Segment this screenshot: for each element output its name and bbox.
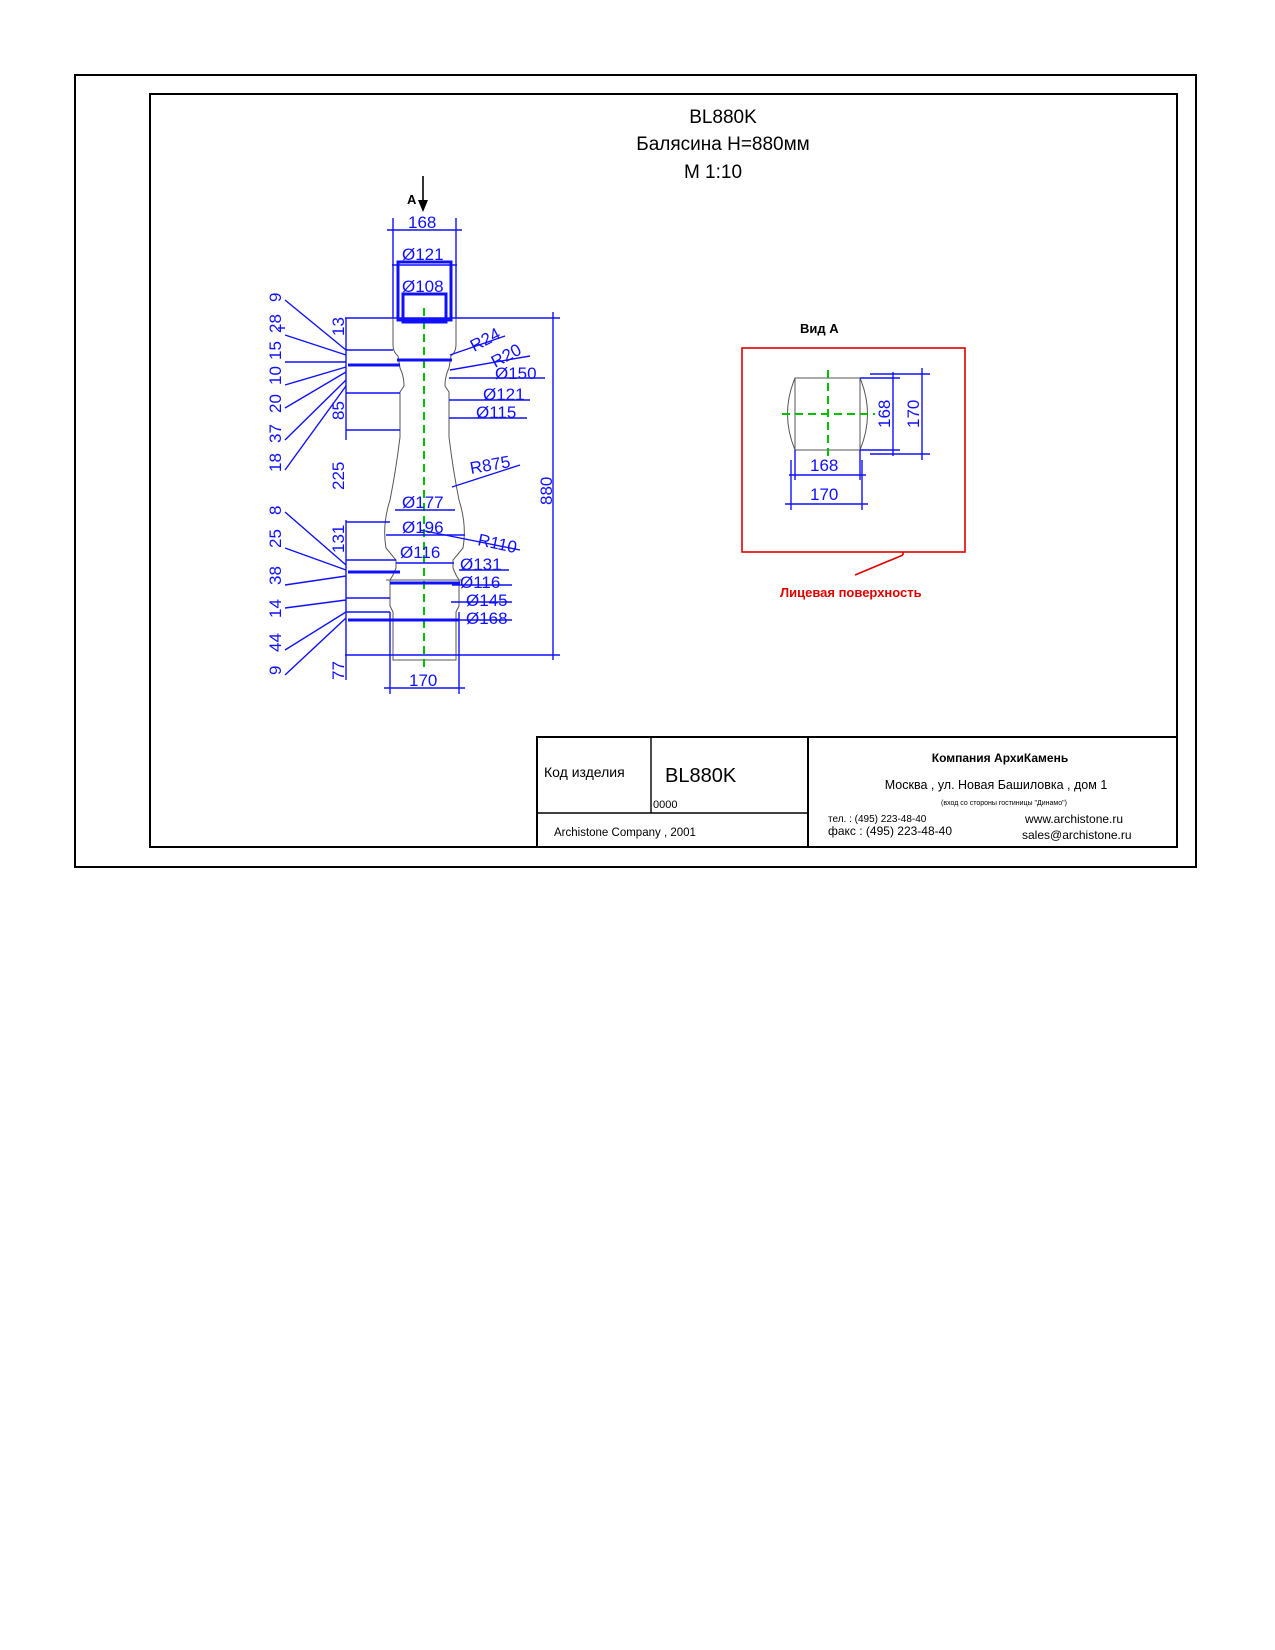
company-name: Компания АрхиКамень bbox=[931, 751, 1069, 765]
dim-d116-mid: Ø116 bbox=[400, 543, 441, 562]
view-a-label: Вид А bbox=[800, 321, 839, 336]
dim-d145: Ø145 bbox=[466, 591, 508, 610]
baluster-view bbox=[266, 176, 560, 694]
dim-radius-r110: R110 bbox=[476, 530, 519, 558]
dim-d150: Ø150 bbox=[495, 364, 537, 383]
drawing-name-title: Балясина H=880мм bbox=[636, 134, 810, 155]
dim-inner-height: 131 bbox=[329, 524, 348, 553]
drawing-scale-title: М 1:10 bbox=[683, 162, 743, 183]
dim-inner-height: 225 bbox=[329, 461, 348, 490]
drawing-code-title: BL880K bbox=[689, 107, 757, 128]
face-label-leader bbox=[855, 555, 903, 575]
view-a bbox=[742, 321, 965, 600]
dim-stack-lower: 25 bbox=[266, 529, 285, 548]
dim-inner-height: 85 bbox=[329, 401, 348, 420]
dim-d121-mid: Ø121 bbox=[483, 385, 525, 404]
copyright: Archistone Company , 2001 bbox=[554, 827, 696, 839]
company-fax: факс : (495) 223-48-40 bbox=[828, 824, 952, 838]
dim-stack-upper: 10 bbox=[266, 366, 285, 385]
outer-frame bbox=[75, 75, 1196, 867]
dim-stack-upper: 28 bbox=[266, 314, 285, 333]
view-a-inner-height: 168 bbox=[875, 399, 894, 428]
company-address-note: (вход со стороны гостиницы "Динамо") bbox=[941, 800, 1067, 807]
dim-total-height: 880 bbox=[537, 476, 556, 505]
company-website[interactable]: www.archistone.ru bbox=[1025, 812, 1124, 826]
dim-radius-r24: R24 bbox=[466, 324, 504, 356]
dim-d116-low: Ø116 bbox=[460, 573, 501, 592]
dim-d196: Ø196 bbox=[402, 518, 444, 537]
dim-stack-lower: 8 bbox=[266, 505, 285, 515]
dim-inner-height: 13 bbox=[329, 317, 348, 336]
code-sub: 0000 bbox=[653, 799, 678, 811]
dim-bottom-width: 170 bbox=[409, 671, 438, 690]
title-block bbox=[537, 737, 1177, 847]
view-a-outer-height: 170 bbox=[904, 399, 923, 428]
dim-d121-top: Ø121 bbox=[402, 245, 444, 264]
dim-radius-r875: R875 bbox=[468, 452, 512, 478]
face-label: Лицевая поверхность bbox=[780, 585, 922, 600]
dim-stack-upper: 18 bbox=[266, 453, 285, 472]
view-a-inner-width: 168 bbox=[810, 456, 839, 475]
dim-d131: Ø131 bbox=[460, 555, 502, 574]
dim-d168: Ø168 bbox=[466, 609, 508, 628]
dim-d108: Ø108 bbox=[402, 277, 444, 296]
code-value: BL880K bbox=[665, 765, 737, 787]
company-email[interactable]: sales@archistone.ru bbox=[1022, 828, 1132, 842]
dim-stack-lower: 14 bbox=[266, 599, 285, 618]
dim-stack-upper: 15 bbox=[266, 341, 285, 360]
dim-inner-height: 77 bbox=[329, 661, 348, 680]
dim-top-width: 168 bbox=[408, 213, 437, 232]
dim-radius-r20: R20 bbox=[487, 340, 525, 372]
view-arrow-head bbox=[418, 200, 428, 212]
view-a-outer-width: 170 bbox=[810, 485, 839, 504]
dim-d177: Ø177 bbox=[402, 493, 444, 512]
inner-frame bbox=[150, 94, 1177, 847]
code-label: Код изделия bbox=[544, 764, 625, 780]
view-arrow-label: A bbox=[407, 192, 417, 207]
dim-stack-lower: 44 bbox=[266, 633, 285, 652]
company-tel: тел. : (495) 223-48-40 bbox=[828, 814, 927, 825]
company-address: Москва , ул. Новая Башиловка , дом 1 bbox=[884, 778, 1108, 792]
dim-stack-upper: 9 bbox=[266, 292, 285, 302]
dim-stack-upper: 37 bbox=[266, 424, 285, 443]
dim-stack-lower: 9 bbox=[266, 665, 285, 675]
dim-d115: Ø115 bbox=[476, 403, 517, 422]
dim-stack-upper: 20 bbox=[266, 394, 285, 413]
dim-stack-lower: 38 bbox=[266, 566, 285, 585]
